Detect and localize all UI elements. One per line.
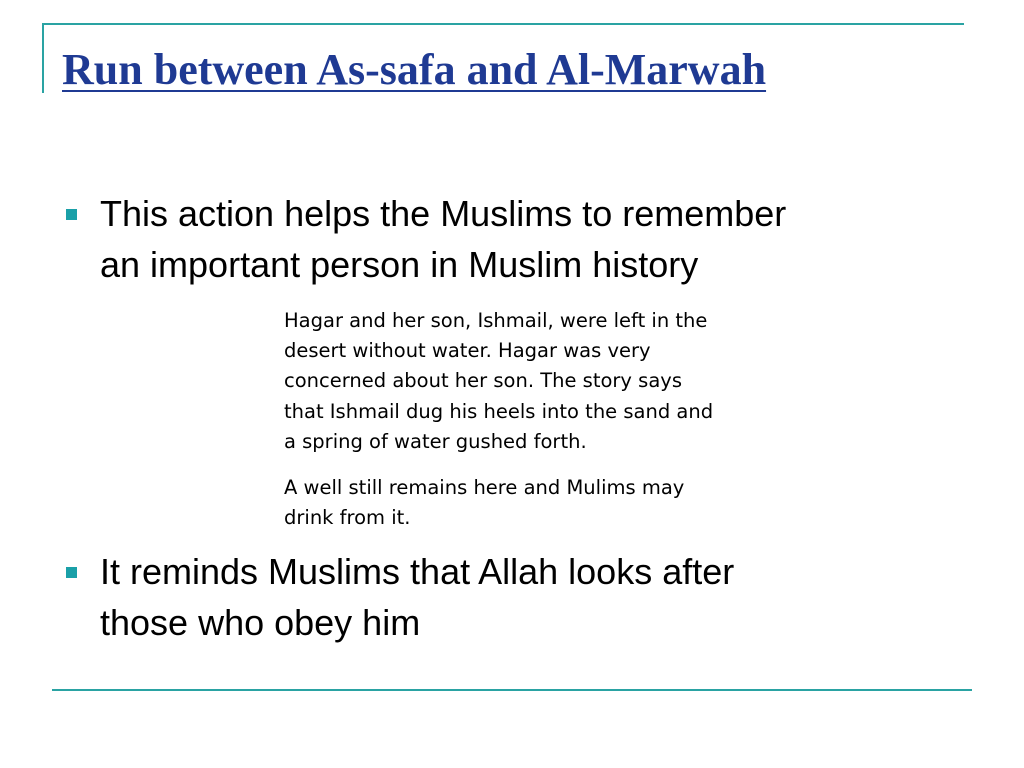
frame-left-rule xyxy=(42,23,44,93)
bullet-2-line-1: It reminds Muslims that Allah looks after xyxy=(100,551,735,592)
callout-line: A well still remains here and Mulims may xyxy=(284,476,685,500)
bullet-1-line-2: an important person in Muslim history xyxy=(100,244,699,285)
square-bullet-icon xyxy=(66,567,77,578)
callout-line: concerned about her son. The story says xyxy=(284,369,682,393)
callout-line: that Ishmail dug his heels into the sand and xyxy=(284,399,714,423)
callout-line: drink from it. xyxy=(284,506,411,530)
bullet-2-line-2: those who obey him xyxy=(100,602,421,643)
callout-line: a spring of water gushed forth. xyxy=(284,429,587,453)
frame-top-rule xyxy=(42,23,964,25)
callout-paragraph-1 xyxy=(284,306,824,457)
callout-note xyxy=(284,306,824,549)
callout-line: Hagar and her son, Ishmail, were left in the xyxy=(284,309,708,332)
bullet-1-line-1: This action helps the Muslims to remember xyxy=(100,193,787,234)
callout-line: desert without water. Hagar was very xyxy=(284,339,651,363)
callout-paragraph-2 xyxy=(284,473,824,533)
frame-bottom-rule xyxy=(52,689,972,691)
bullet-text-2 xyxy=(100,546,920,648)
bullet-text-1 xyxy=(100,188,920,290)
slide-title: Run between As-safa and Al-Marwah xyxy=(62,45,767,94)
square-bullet-icon xyxy=(66,209,77,220)
